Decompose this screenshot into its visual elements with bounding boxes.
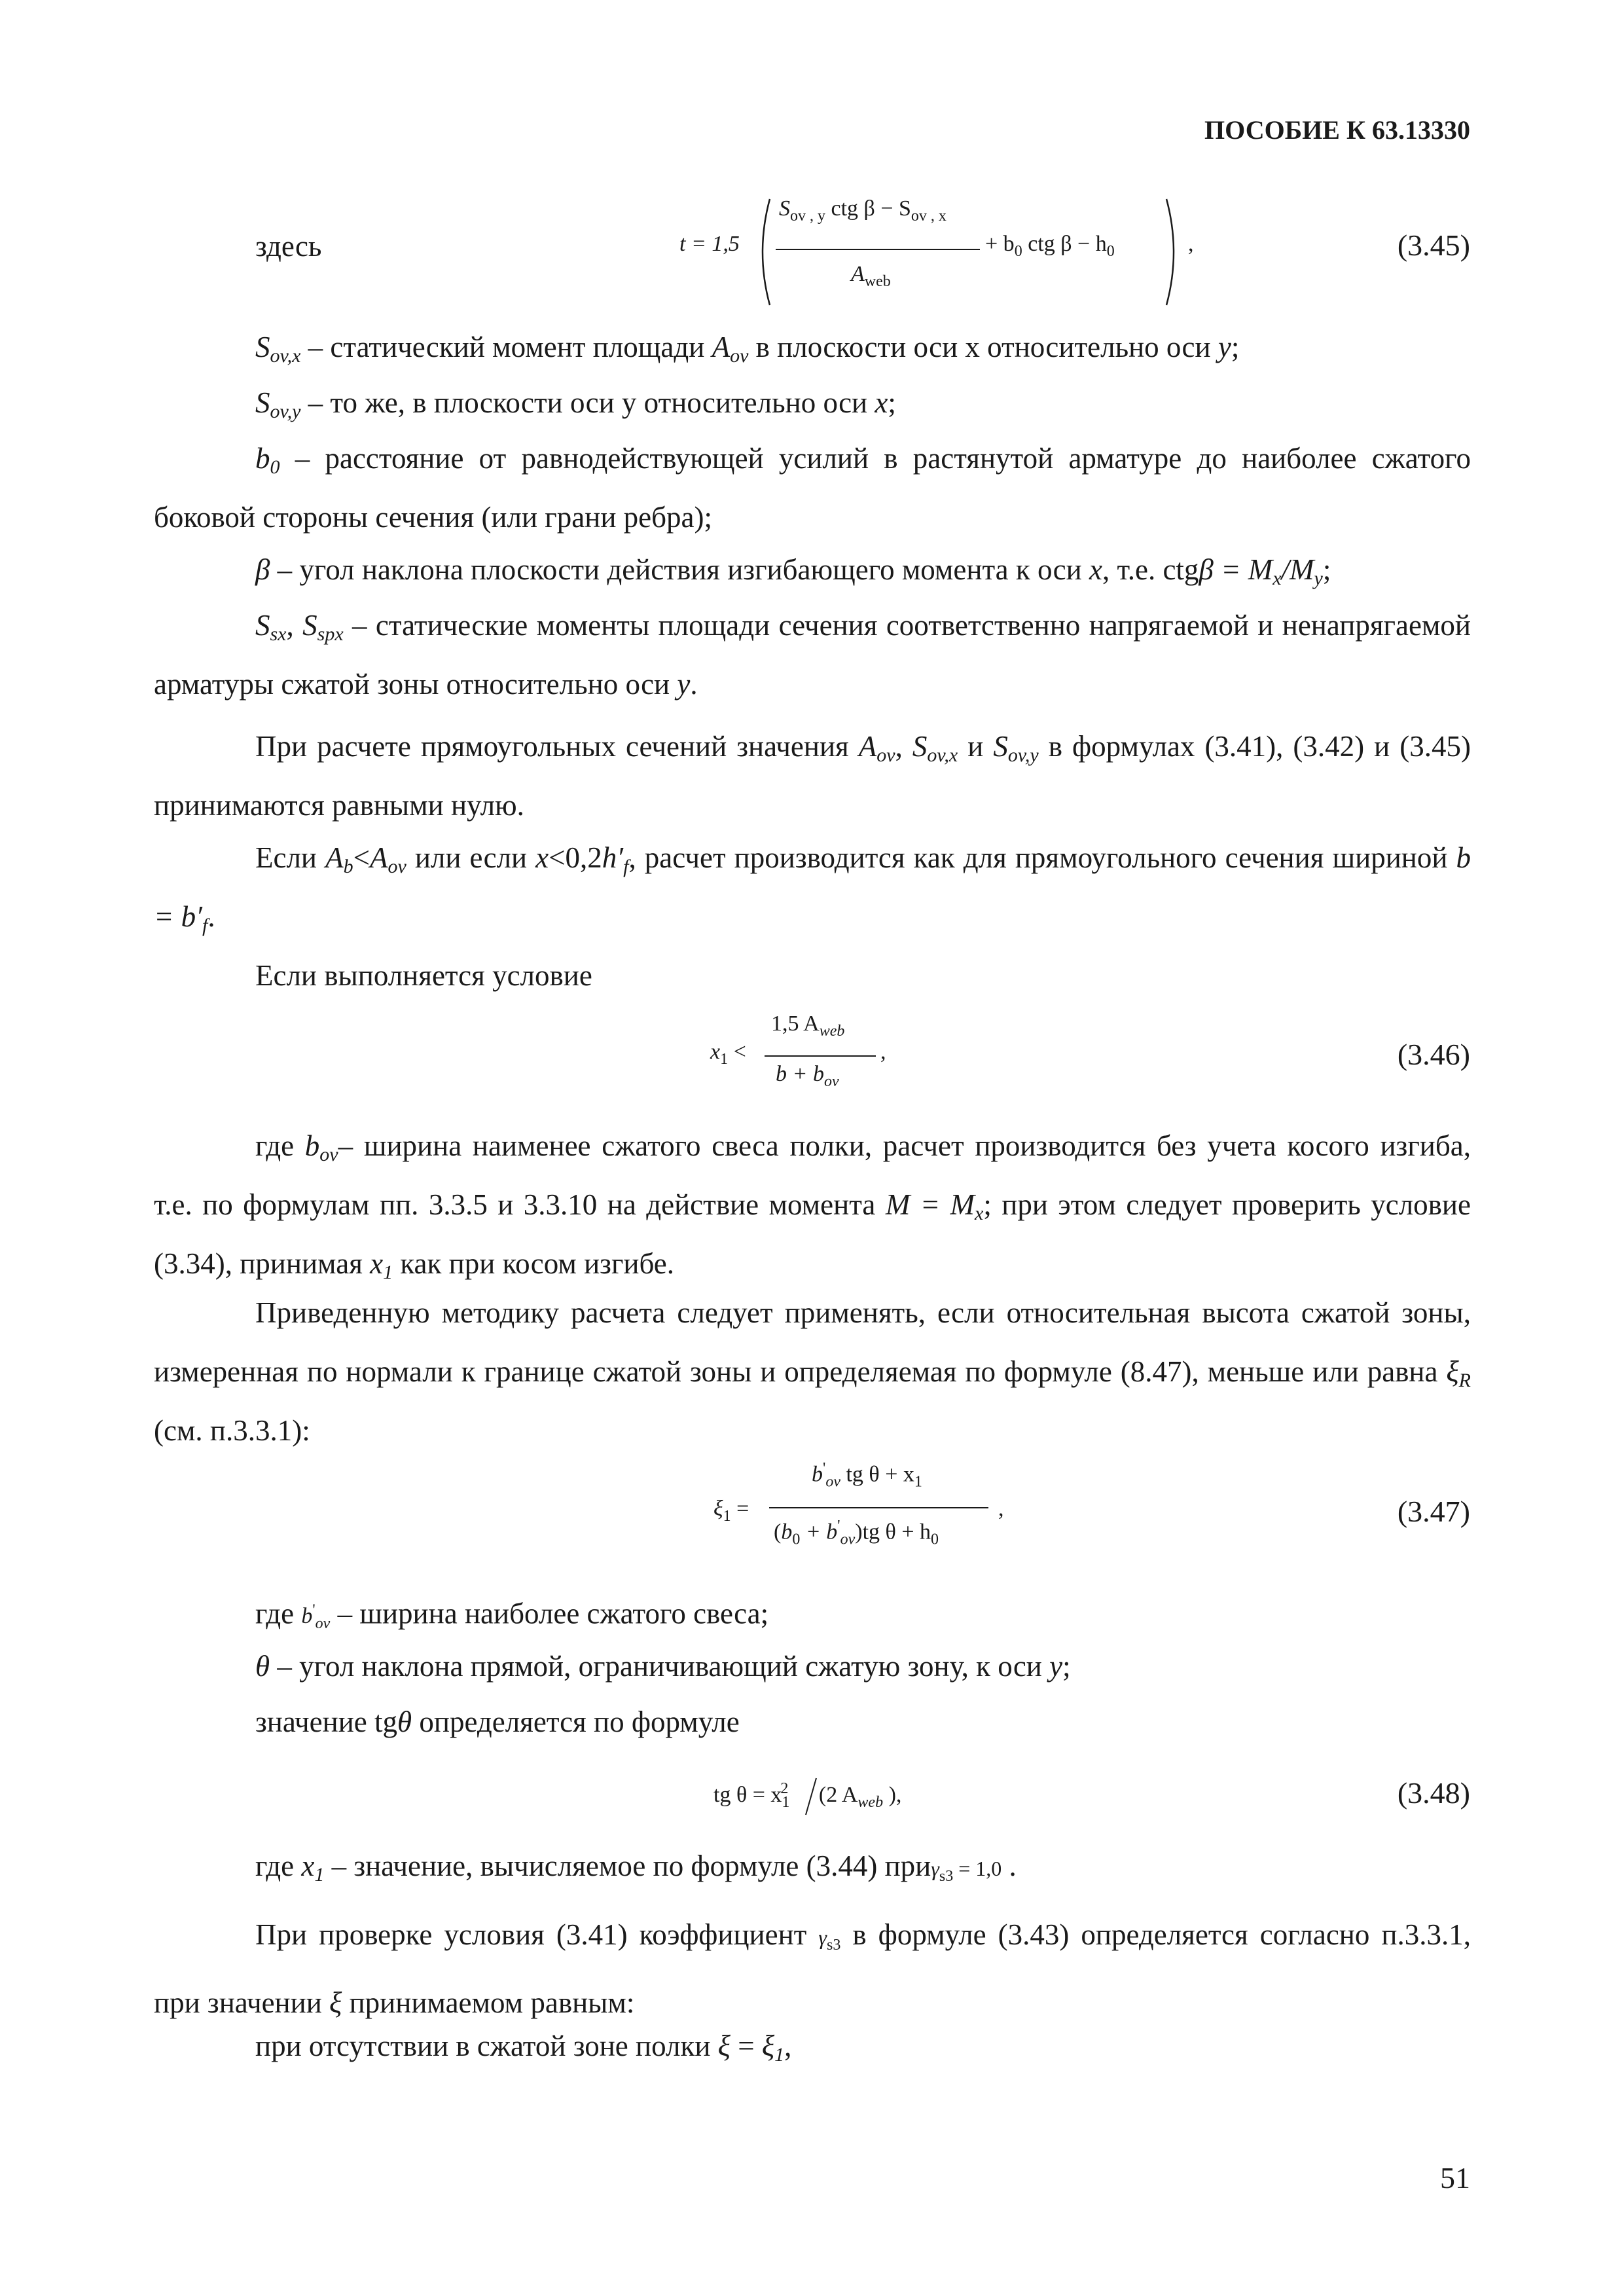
eq347-denominator: $(b_0 + b'_{ov})tg$ $\theta + h_0$ (774, 1518, 939, 1548)
eq346-comma: , (880, 1040, 886, 1064)
eq-number-3-48: (3.48) (1397, 1776, 1470, 1810)
eq347-comma: , (998, 1497, 1004, 1521)
eq-number-3-46: (3.46) (1397, 1038, 1470, 1071)
eq347-lhs: $\xi_1$ = (713, 1497, 749, 1525)
paragraph-method: Приведенную методику расчета следует применять, если относительная высота сжатой зоны, измеренная по нормали к границе сжатой зоны и определяемая по формуле (8.47), меньше или равна $\xi_R$ (см. п.3.3.1): (154, 1296, 1471, 1447)
eq345-denominator: $A_{web}$ (851, 262, 891, 290)
document-header: ПОСОБИЕ К 63.13330 (1204, 115, 1470, 145)
left-paren (753, 196, 772, 308)
eq345-frac-bar (776, 249, 980, 250)
eq-t-lhs: t = 1,5 (679, 232, 740, 256)
eq347-frac-bar (769, 1507, 988, 1508)
eq346-denominator: $b + b_{ov}$ (776, 1062, 839, 1090)
eq346-numerator: 1,5 $A_{web}$ (771, 1011, 845, 1040)
paragraph-rect-sections: При расчете прямоугольных сечений значения $A_{ov}$, $S_{ov,x}$ и $S_{ov,y}$ в формулах (3.41), (3.42) и (3.45) принимаются равными нулю. (154, 730, 1471, 822)
def-b-prime: где $b'_{ov}$ – ширина наиболее сжатого свеса; (255, 1597, 769, 1633)
def-sovx: $S_{ov,x}$ – статический момент площади $A_{ov}$ в плоскости оси х относительно оси y; (255, 331, 1240, 367)
eq-3-46 (0, 1008, 1624, 1100)
eq345-tail: + $b_0$ ctg $\beta - h_0$ (985, 232, 1115, 260)
eq347-numerator: $b'_{ov}$ tg $\theta + x_1$ (812, 1460, 922, 1491)
eq345-comma: , (1188, 232, 1194, 256)
eq-number-3-45: (3.45) (1397, 228, 1470, 262)
def-sovy: $S_{ov,y}$ – то же, в плоскости оси у относительно оси x; (255, 386, 896, 422)
def-b0: $b_0$ – расстояние от равнодействующей усилий в растянутой арматуре до наиболее сжатого боковой стороны сечения (или грани ребра); (154, 442, 1471, 534)
eq-3-45 (0, 190, 1624, 314)
eq348-formula: tg $\theta = x_1^2$ (2 $A_{web}$ ), (713, 1777, 901, 1816)
eq-lead-text: здесь (255, 230, 322, 263)
eq-3-48 (0, 1761, 1624, 1827)
def-ssx: $S_{sx}$, $S_{spx}$ – статические моменты площади сечения соответственно напрягаемой и ненапрягаемой арматуры сжатой зоны относительно оси y. (154, 609, 1471, 701)
eq346-frac-bar (765, 1055, 876, 1057)
paragraph-check: При проверке условия (3.41) коэффициент $\gamma_{s3}$ в формуле (3.43) определяется согласно п.3.3.1, при значении ξ принимаемом равным: (154, 1918, 1471, 2019)
paragraph-if-ab: Если $A_b<A_{ov}$ или если $x<0,2h'_f$, расчет производится как для прямоугольного сечения шириной $b = b'_f$. (154, 841, 1471, 936)
eq-3-47 (0, 1460, 1624, 1565)
def-x1: где $x_1$ – значение, вычисляемое по формуле (3.44) приγ$_{s3}$ = 1,0 . (255, 1850, 1017, 1886)
eq346-lhs: $x_1$ < (710, 1040, 746, 1068)
tg-definition: значение tgθ определяется по формуле (255, 1705, 740, 1738)
condition-text: Если выполняется условие (255, 959, 592, 992)
right-paren (1164, 196, 1183, 308)
paragraph-where-bov: где $b_{ov}-$ ширина наименее сжатого свеса полки, расчет производится без учета косого изгиба, т.е. по формулам пп. 3.3.5 и 3.3.10 на действие момента $M = M_x$; при этом следует проверить условие (3.34), принимая $x_1$ как при косом изгибе. (154, 1129, 1471, 1283)
def-beta: β – угол наклона плоскости действия изгибающего момента к оси x, т.е. $ctg\beta = M_x/M_y$; (255, 553, 1331, 589)
def-theta: θ – угол наклона прямой, ограничивающий сжатую зону, к оси y; (255, 1650, 1071, 1683)
page-number: 51 (1440, 2161, 1470, 2195)
eq345-numerator: $S_{ov , y}$ ctg $\beta - S_{ov , x}$ (779, 196, 947, 225)
eq-number-3-47: (3.47) (1397, 1495, 1470, 1528)
slash-symbol (803, 1777, 819, 1816)
last-line: при отсутствии в сжатой зоне полки $\xi = \xi_1$, (255, 2030, 792, 2066)
